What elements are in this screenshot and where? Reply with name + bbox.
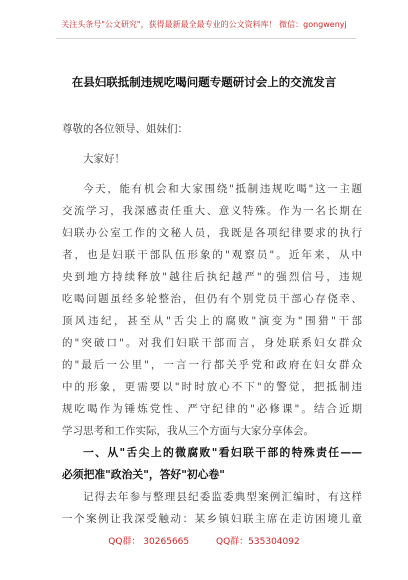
paragraph-line: 央到地方持续释放"越往后执纪越严"的强烈信号，违规 <box>62 271 362 283</box>
top-banner: 关注头条号"公文研究"，获得最新最全最专业的公文资料库！ 微信：gongwenyj <box>61 20 347 29</box>
footer-contact <box>0 534 408 547</box>
paragraph-line: 的"突破口"。对我们妇联干部而言，身处联系妇女群众 <box>62 337 362 349</box>
spacer <box>62 140 362 148</box>
document-body <box>62 118 362 530</box>
paragraph-line: 的"最后一公里"，一言一行都关乎党和政府在妇女群众 <box>62 359 362 371</box>
paragraph-line: 妇联办公室工作的文秘人员，我既是各项纪律要求的执行 <box>62 227 362 239</box>
paragraph-line: 记得去年参与整理县纪委监委典型案例汇编时，有这样 <box>83 491 362 503</box>
footer-qq-group-2: QQ群：535304092 <box>216 537 300 547</box>
paragraph-line: 学习思考和工作实际，我从三个方面与大家分享体会。 <box>62 425 314 437</box>
section-heading-line: 必须把准"政治关"，答好"初心卷" <box>62 468 225 481</box>
header-divider <box>56 38 356 39</box>
paragraph-line: 者，也是妇联干部队伍形象的"观察员"。近年来，从中 <box>62 249 362 261</box>
paragraph-line: 规吃喝作为锤炼党性、严守纪律的"必修课"。结合近期 <box>62 403 362 415</box>
paragraph-line: 吃喝问题虽经多轮整治，但仍有个别党员干部心存侥幸、 <box>62 293 362 305</box>
paragraph-line: 顶风违纪，甚至从"舌尖上的腐败"演变为"围猎"干部 <box>62 315 362 327</box>
footer-qq-group-1: QQ群： 30265665 <box>108 537 190 547</box>
paragraph-line: 中的形象，更需要以"时时放心不下"的警觉，把抵制违 <box>62 381 362 393</box>
spacer <box>62 170 362 178</box>
paragraph-line: 一个案例让我深受触动：某乡镇妇联主席在走访困境儿童 <box>62 513 362 525</box>
section-heading-line: 一、从"舌尖上的微腐败"看妇联干部的特殊责任—— <box>83 446 362 459</box>
paragraph-line: 今天，能有机会和大家围绕"抵制违规吃喝"这一主题 <box>83 183 362 195</box>
paragraph-line: 交流学习，我深感责任重大、意义特殊。作为一名长期在 <box>62 205 362 217</box>
greeting: 大家好！ <box>83 153 125 165</box>
salutation: 尊敬的各位领导、姐妹们： <box>62 123 188 135</box>
document-title: 在县妇联抵制违规吃喝问题专题研讨会上的交流发言 <box>71 75 337 89</box>
